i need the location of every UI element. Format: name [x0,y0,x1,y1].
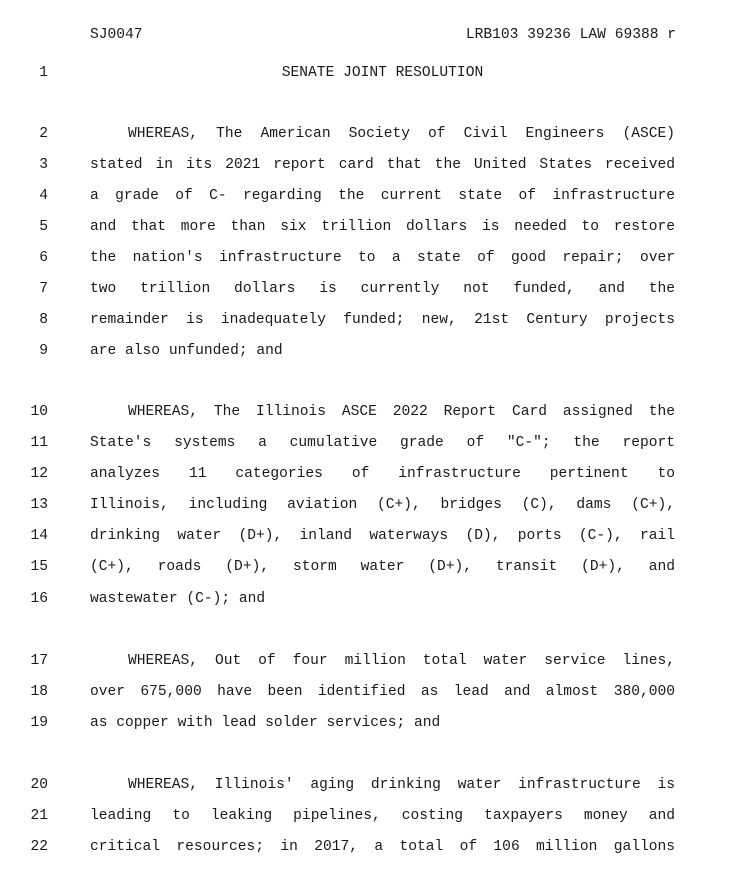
line-text: stated in its 2021 report card that the United States received [90,157,675,173]
line-text: critical resources; in 2017, a total of 106 million gallons [90,839,675,855]
lrb-code: LRB103 39236 LAW 69388 r [465,27,676,43]
line-number: 11 [30,435,48,451]
document-line [0,123,749,145]
line-number: 12 [30,466,48,482]
line-text: WHEREAS, Illinois' aging drinking water infrastructure is [128,777,675,793]
line-number: 5 [39,219,48,235]
line-number: 16 [30,591,48,607]
bill-id: SJ0047 [90,27,143,43]
document-line [0,774,749,796]
document-line [0,340,749,362]
document-line [0,463,749,485]
line-number: 18 [30,684,48,700]
line-number: 10 [30,404,48,420]
document-line [0,805,749,827]
line-number: 9 [39,343,48,359]
document-line [0,836,749,858]
document-line [0,525,749,547]
line-number: 2 [39,126,48,142]
line-number: 8 [39,312,48,328]
document-line [0,278,749,300]
line-number: 15 [30,559,48,575]
document-line [0,185,749,207]
line-number: 17 [30,653,48,669]
line-text: WHEREAS, Out of four million total water service lines, [128,653,675,669]
document-line [0,712,749,734]
line-text: (C+), roads (D+), storm water (D+), transit (D+), and [90,559,675,575]
resolution-title: SENATE JOINT RESOLUTION [281,65,484,81]
document-line [0,556,749,578]
line-number: 6 [39,250,48,266]
document-line [0,681,749,703]
document-line [0,432,749,454]
document-line [0,62,749,84]
document-line [0,309,749,331]
line-text: wastewater (C-); and [90,591,266,607]
line-text: over 675,000 have been identified as lead and almost 380,000 [90,684,675,700]
line-text: analyzes 11 categories of infrastructure pertinent to [90,466,675,482]
line-text: are also unfunded; and [90,343,283,359]
line-number: 22 [30,839,48,855]
line-number: 4 [39,188,48,204]
document-line [0,494,749,516]
line-text: a grade of C- regarding the current state of infrastructure [90,188,675,204]
line-number: 1 [39,65,48,81]
line-number: 7 [39,281,48,297]
line-number: 21 [30,808,48,824]
document-line [0,216,749,238]
document-line [0,650,749,672]
line-number: 20 [30,777,48,793]
line-number: 14 [30,528,48,544]
line-text: leading to leaking pipelines, costing taxpayers money and [90,808,675,824]
line-text: as copper with lead solder services; and [90,715,441,731]
document-line [0,401,749,423]
line-number: 13 [30,497,48,513]
line-text: and that more than six trillion dollars is needed to restore [90,219,675,235]
line-text: drinking water (D+), inland waterways (D), ports (C-), rail [90,528,675,544]
line-text: WHEREAS, The American Society of Civil Engineers (ASCE) [128,126,675,142]
line-number: 19 [30,715,48,731]
line-text: remainder is inadequately funded; new, 21st Century projects [90,312,675,328]
line-text: two trillion dollars is currently not funded, and the [90,281,675,297]
document-line [0,154,749,176]
line-number: 3 [39,157,48,173]
line-text: Illinois, including aviation (C+), bridges (C), dams (C+), [90,497,675,513]
line-text: the nation's infrastructure to a state of good repair; over [90,250,675,266]
document-line [0,588,749,610]
line-text: State's systems a cumulative grade of "C-"; the report [90,435,675,451]
document-line [0,247,749,269]
line-text: WHEREAS, The Illinois ASCE 2022 Report Card assigned the [128,404,675,420]
